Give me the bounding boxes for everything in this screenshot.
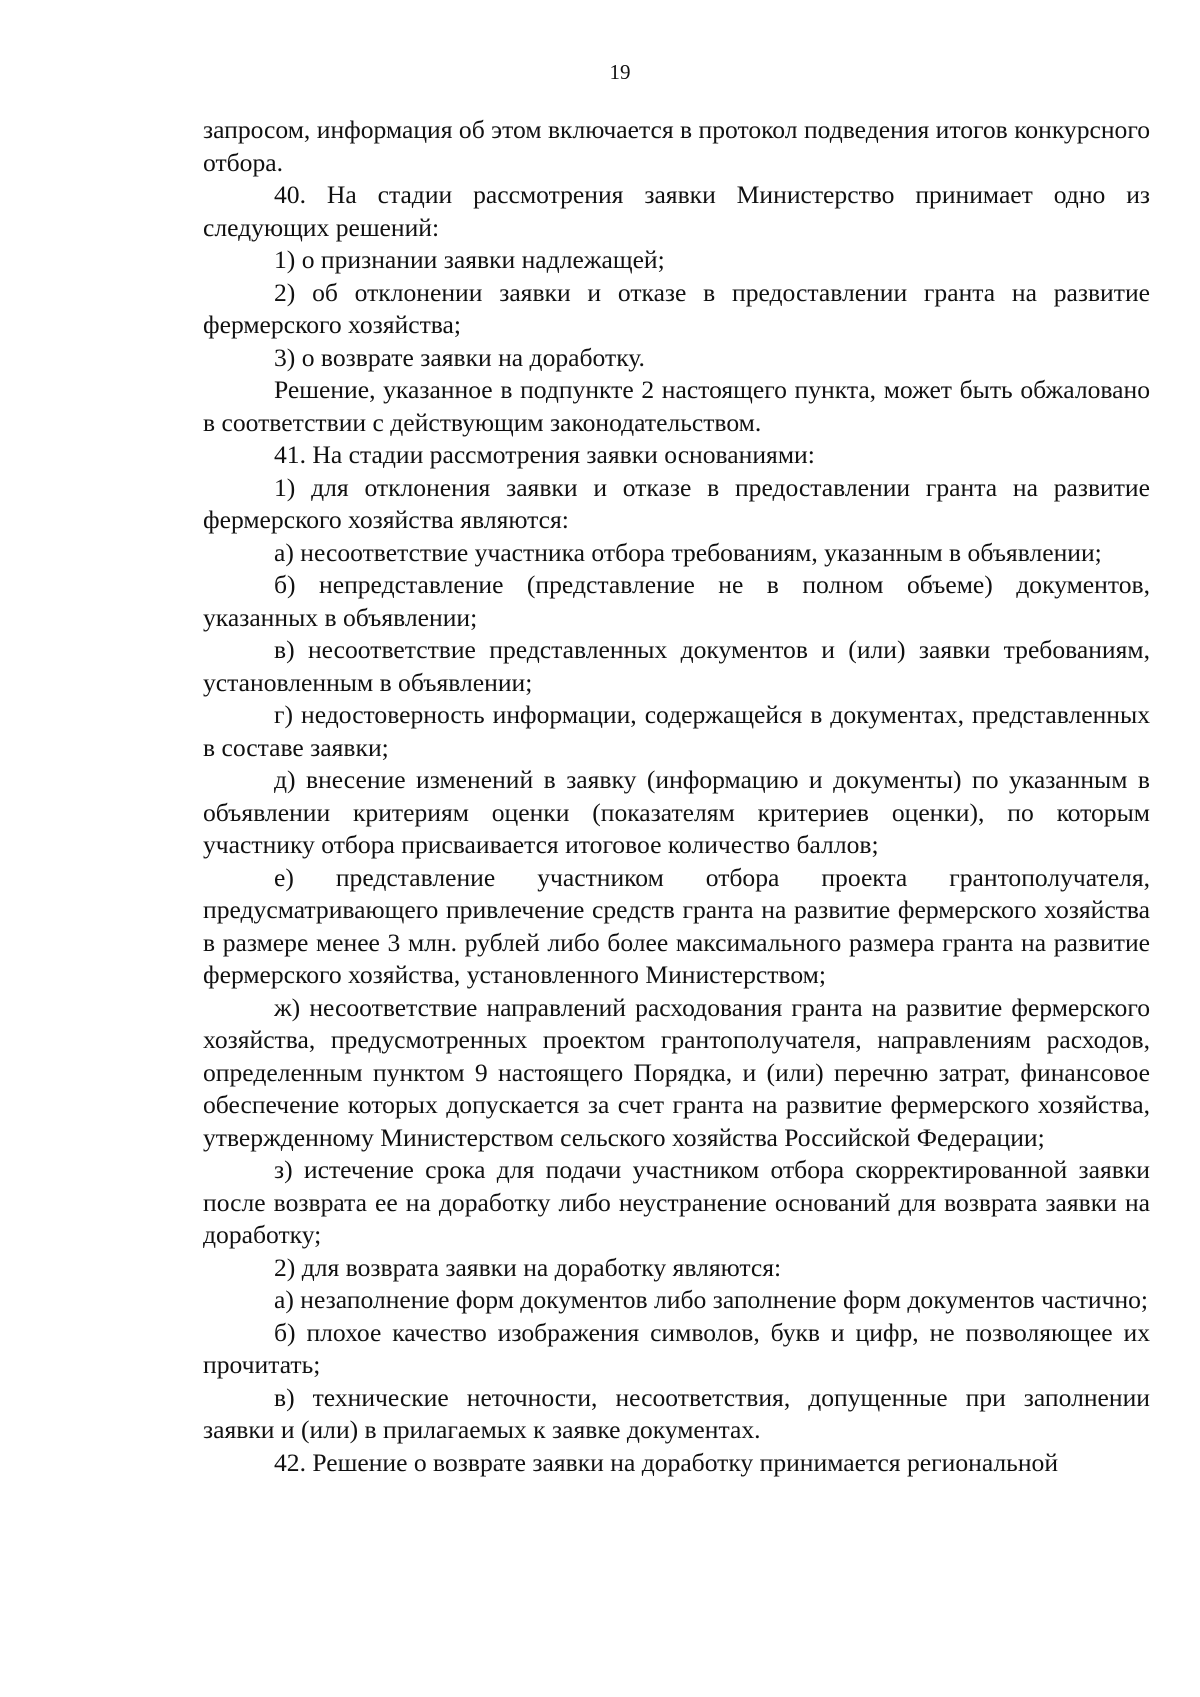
paragraph-item-40: 40. На стадии рассмотрения заявки Министерство принимает одно из следующих решений: — [203, 180, 1150, 242]
paragraph-continuation: запросом, информация об этом включается в протокол подведения итогов конкурсного отбора. — [203, 115, 1150, 177]
paragraph-41-1-b: б) непредставление (представление не в полном объеме) документов, указанных в объявлении; — [203, 570, 1150, 632]
paragraph-41-1-a: а) несоответствие участника отбора требованиям, указанным в объявлении; — [274, 537, 1102, 567]
paragraph-41-1-e: е) представление участником отбора проекта грантополучателя, предусматривающего привлечение средств гранта на развитие фермерского хозяйства в размере менее 3 млн. рублей либо более максимального размера гранта на развитие фермерского хозяйства, установленного Министерством; — [203, 862, 1150, 989]
paragraph-41-2-b: б) плохое качество изображения символов, букв и цифр, не позволяющее их прочитать; — [203, 1317, 1150, 1379]
paragraph-41-sub-1: 1) для отклонения заявки и отказе в предоставлении гранта на развитие фермерского хозяйства являются: — [203, 472, 1150, 534]
paragraph-40-sub-1: 1) о признании заявки надлежащей; — [274, 245, 665, 274]
paragraph-41-2-v: в) технические неточности, несоответствия, допущенные при заполнении заявки и (или) в прилагаемых к заявке документах. — [203, 1382, 1150, 1444]
paragraph-40-note: Решение, указанное в подпункте 2 настоящего пункта, может быть обжаловано в соответствии с действующим законодательством. — [203, 375, 1150, 437]
paragraph-40-sub-2: 2) об отклонении заявки и отказе в предоставлении гранта на развитие фермерского хозяйства; — [203, 277, 1150, 339]
paragraph-41-1-v: в) несоответствие представленных документов и (или) заявки требованиям, установленным в объявлении; — [203, 635, 1150, 697]
paragraph-40-sub-3: 3) о возврате заявки на доработку. — [274, 342, 645, 372]
paragraph-41-1-z: з) истечение срока для подачи участником отбора скорректированной заявки после возврата ее на доработку либо неустранение оснований для возврата заявки на доработку; — [203, 1155, 1150, 1249]
paragraph-item-41: 41. На стадии рассмотрения заявки основаниями: — [274, 440, 815, 469]
paragraph-41-sub-2: 2) для возврата заявки на доработку являются: — [274, 1252, 782, 1282]
paragraph-41-1-g: г) недостоверность информации, содержащейся в документах, представленных в составе заявки; — [203, 700, 1150, 762]
paragraph-item-42: 42. Решение о возврате заявки на доработку принимается региональной — [274, 1447, 1059, 1477]
paragraph-41-1-zh: ж) несоответствие направлений расходования гранта на развитие фермерского хозяйства, предусмотренных проектом грантополучателя, направлениям расходов, определенным пунктом 9 настоящего Порядка, и (или) перечню затрат, финансовое обеспечение которых допускается за счет гранта на развитие фермерского хозяйства, утвержденному Министерством сельского хозяйства Российской Федерации; — [203, 992, 1150, 1152]
paragraph-41-1-d: д) внесение изменений в заявку (информацию и документы) по указанным в объявлении критериям оценки (показателям критериев оценки), по которым участнику отбора присваивается итоговое количество баллов; — [203, 765, 1150, 859]
document-body — [203, 114, 1150, 1479]
paragraph-41-2-a: а) незаполнение форм документов либо заполнение форм документов частично; — [274, 1285, 1149, 1314]
page-number: 19 — [609, 60, 631, 84]
